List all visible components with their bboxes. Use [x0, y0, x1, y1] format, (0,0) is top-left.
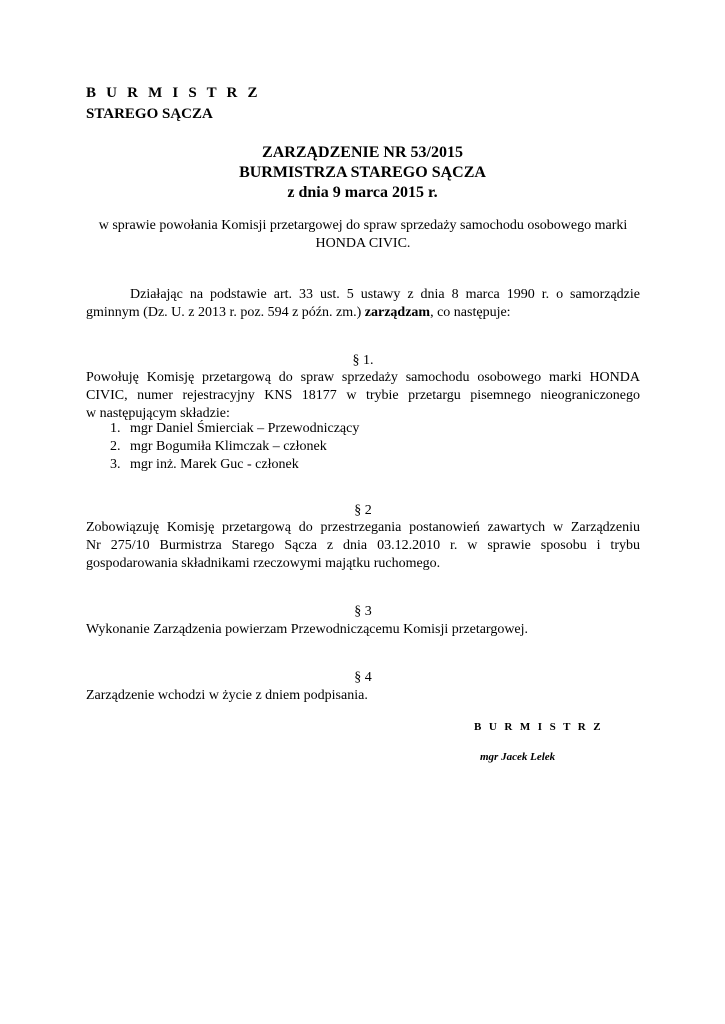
signature-name: mgr Jacek Lelek [480, 751, 556, 763]
section-heading: § 3 [354, 604, 372, 619]
section-body [86, 519, 640, 573]
list-number: 3. [110, 457, 121, 472]
signature-title: B U R M I S T R Z [474, 721, 604, 733]
issuer-town: STAREGO SĄCZA [86, 106, 213, 122]
document-issuer: BURMISTRZA STAREGO SĄCZA [239, 164, 486, 181]
preamble-text: gminnym (Dz. U. z 2013 r. poz. 594 z późn. zm.) [86, 305, 365, 320]
list-text: mgr inż. Marek Guc - członek [130, 457, 299, 472]
list-number: 2. [110, 439, 121, 454]
section-line: Zobowiązuję Komisję przetargową do przestrzegania postanowień zawartych w Zarządzeniu [86, 520, 640, 535]
section-line: Zarządzenie wchodzi w życie z dniem podpisania. [86, 688, 368, 703]
document-number: ZARZĄDZENIE NR 53/2015 [262, 144, 463, 161]
section-heading: § 4 [354, 670, 372, 685]
preamble-line: Działając na podstawie art. 33 ust. 5 ustawy z dnia 8 marca 1990 r. o samorządzie [130, 287, 640, 302]
subject-line: HONDA CIVIC. [315, 236, 411, 251]
issuer-title: B U R M I S T R Z [86, 85, 261, 101]
section-body [86, 621, 640, 639]
preamble-line [86, 304, 640, 322]
preamble-bold: zarządzam [364, 305, 431, 320]
document-date: z dnia 9 marca 2015 r. [287, 184, 438, 201]
list-item [110, 456, 359, 474]
preamble-text: , co następuje: [430, 305, 511, 320]
section-line: Wykonanie Zarządzenia powierzam Przewodniczącemu Komisji przetargowej. [86, 622, 529, 637]
section-heading: § 2 [354, 503, 372, 518]
section-line: CIVIC, numer rejestracyjny KNS 18177 w trybie przetargu pisemnego nieograniczonego [86, 388, 640, 403]
section-heading: § 1. [352, 353, 374, 368]
subject-line: w sprawie powołania Komisji przetargowej do spraw sprzedaży samochodu osobowego marki [98, 218, 628, 233]
section-line: gospodarowania składnikami rzeczowymi majątku ruchomego. [86, 556, 441, 571]
list-item [110, 420, 359, 438]
section-body [86, 687, 640, 705]
section-line: Powołuję Komisję przetargową do spraw sprzedaży samochodu osobowego marki HONDA [86, 370, 640, 385]
section-line: Nr 275/10 Burmistrza Starego Sącza z dnia 03.12.2010 r. w sprawie sposobu i trybu [86, 538, 640, 553]
section-line: w następującym składzie: [86, 406, 230, 421]
preamble [86, 286, 640, 322]
list-text: mgr Daniel Śmierciak – Przewodniczący [130, 421, 360, 436]
subject [86, 217, 640, 253]
list-number: 1. [110, 421, 121, 436]
list-item [110, 438, 359, 456]
section-body [86, 369, 640, 423]
members-list [110, 420, 359, 474]
list-text: mgr Bogumiła Klimczak – członek [130, 439, 327, 454]
